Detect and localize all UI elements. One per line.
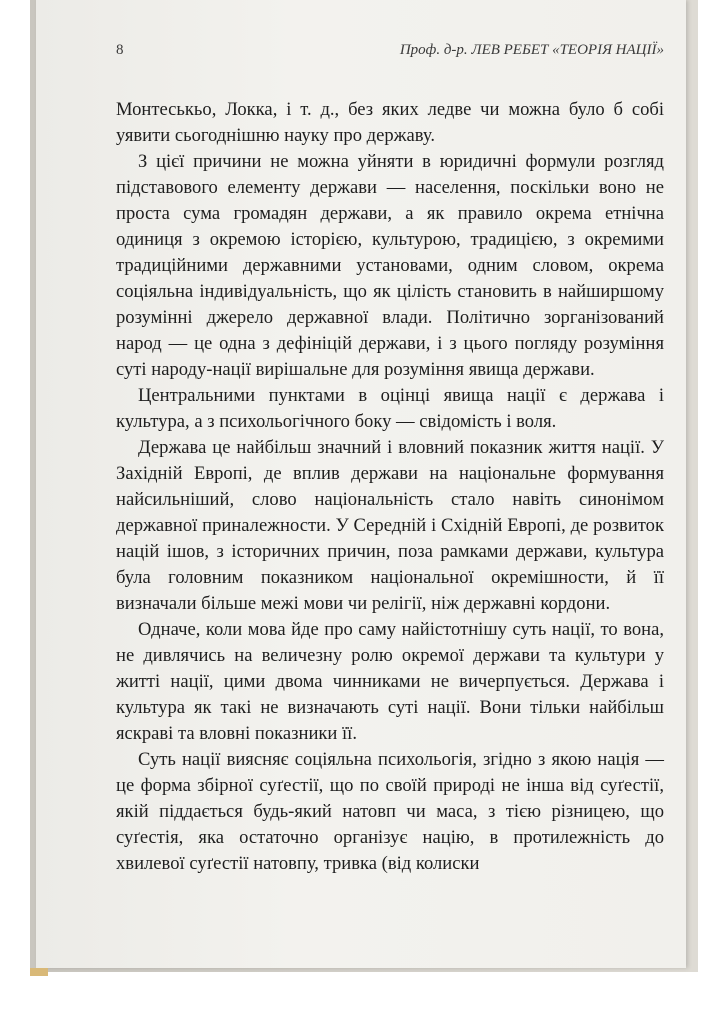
paragraph: Центральними пунктами в оцінці явища нації є держава і культура, а з психольогічного боку — свідомість і воля. — [116, 385, 664, 432]
book-page — [36, 0, 686, 968]
paragraph: З цієї причини не можна уйняти в юридичні формули розгляд підставового елементу держави — населення, поскільки воно не проста сума громадян держави, а як правило окрема етнічна одиниця з окремою історією, культурою, традицією, з окремими традиційними державними установами, одним словом, окрема соціяльна індивідуальність, що як цілість становить в найширшому розумінні джерело державної влади. Політично зорганізований народ — це одна з дефініцій держави, і з цього погляду розуміння суті народу-нації вирішальне для розуміння явища держави. — [116, 151, 664, 380]
paragraph: Одначе, коли мова йде про саму найістотнішу суть нації, то вона, не дивлячись на величезну ролю окремої держави та культури у житті нації, цими двома чинниками не вичерпується. Держава і культура як такі не визначають суті нації. Вони тільки найбільш яскраві та вловні показники її. — [116, 619, 664, 744]
paragraph: Держава це найбільш значний і вловний показник життя нації. У Західній Европі, де вплив держави на національне формування найсильніший, слово національність стало навіть синонімом державної приналежности. У Середній і Східній Европі, де розвиток націй ішов, з історичних причин, поза рамками держави, культура була головним показником національної окремішности, й її визначали більше межі мови чи релігії, ніж державні кордони. — [116, 437, 664, 614]
page-number: 8 — [116, 42, 124, 58]
paragraph: Суть нації виясняє соціяльна психольогія, згідно з якою нація — це форма збірної суґестії, що по своїй природі не інша від суґестії, якій піддається будь-який натовп чи маса, з тією різницею, що суґестія, яка остаточно організує націю, в протилежність до хвилевої суґестії натовпу, тривка (від колиски — [116, 749, 664, 874]
paragraph-continuation: Монтеськьо, Локка, і т. д., без яких ледве чи можна було б собі уявити сьогоднішню науку про державу. — [116, 99, 664, 146]
page-edge-highlight — [30, 968, 48, 976]
page-header — [116, 42, 664, 64]
running-head: Проф. д-р. ЛЕВ РЕБЕТ «ТЕОРІЯ НАЦІЇ» — [399, 42, 664, 58]
body-text — [116, 97, 664, 877]
